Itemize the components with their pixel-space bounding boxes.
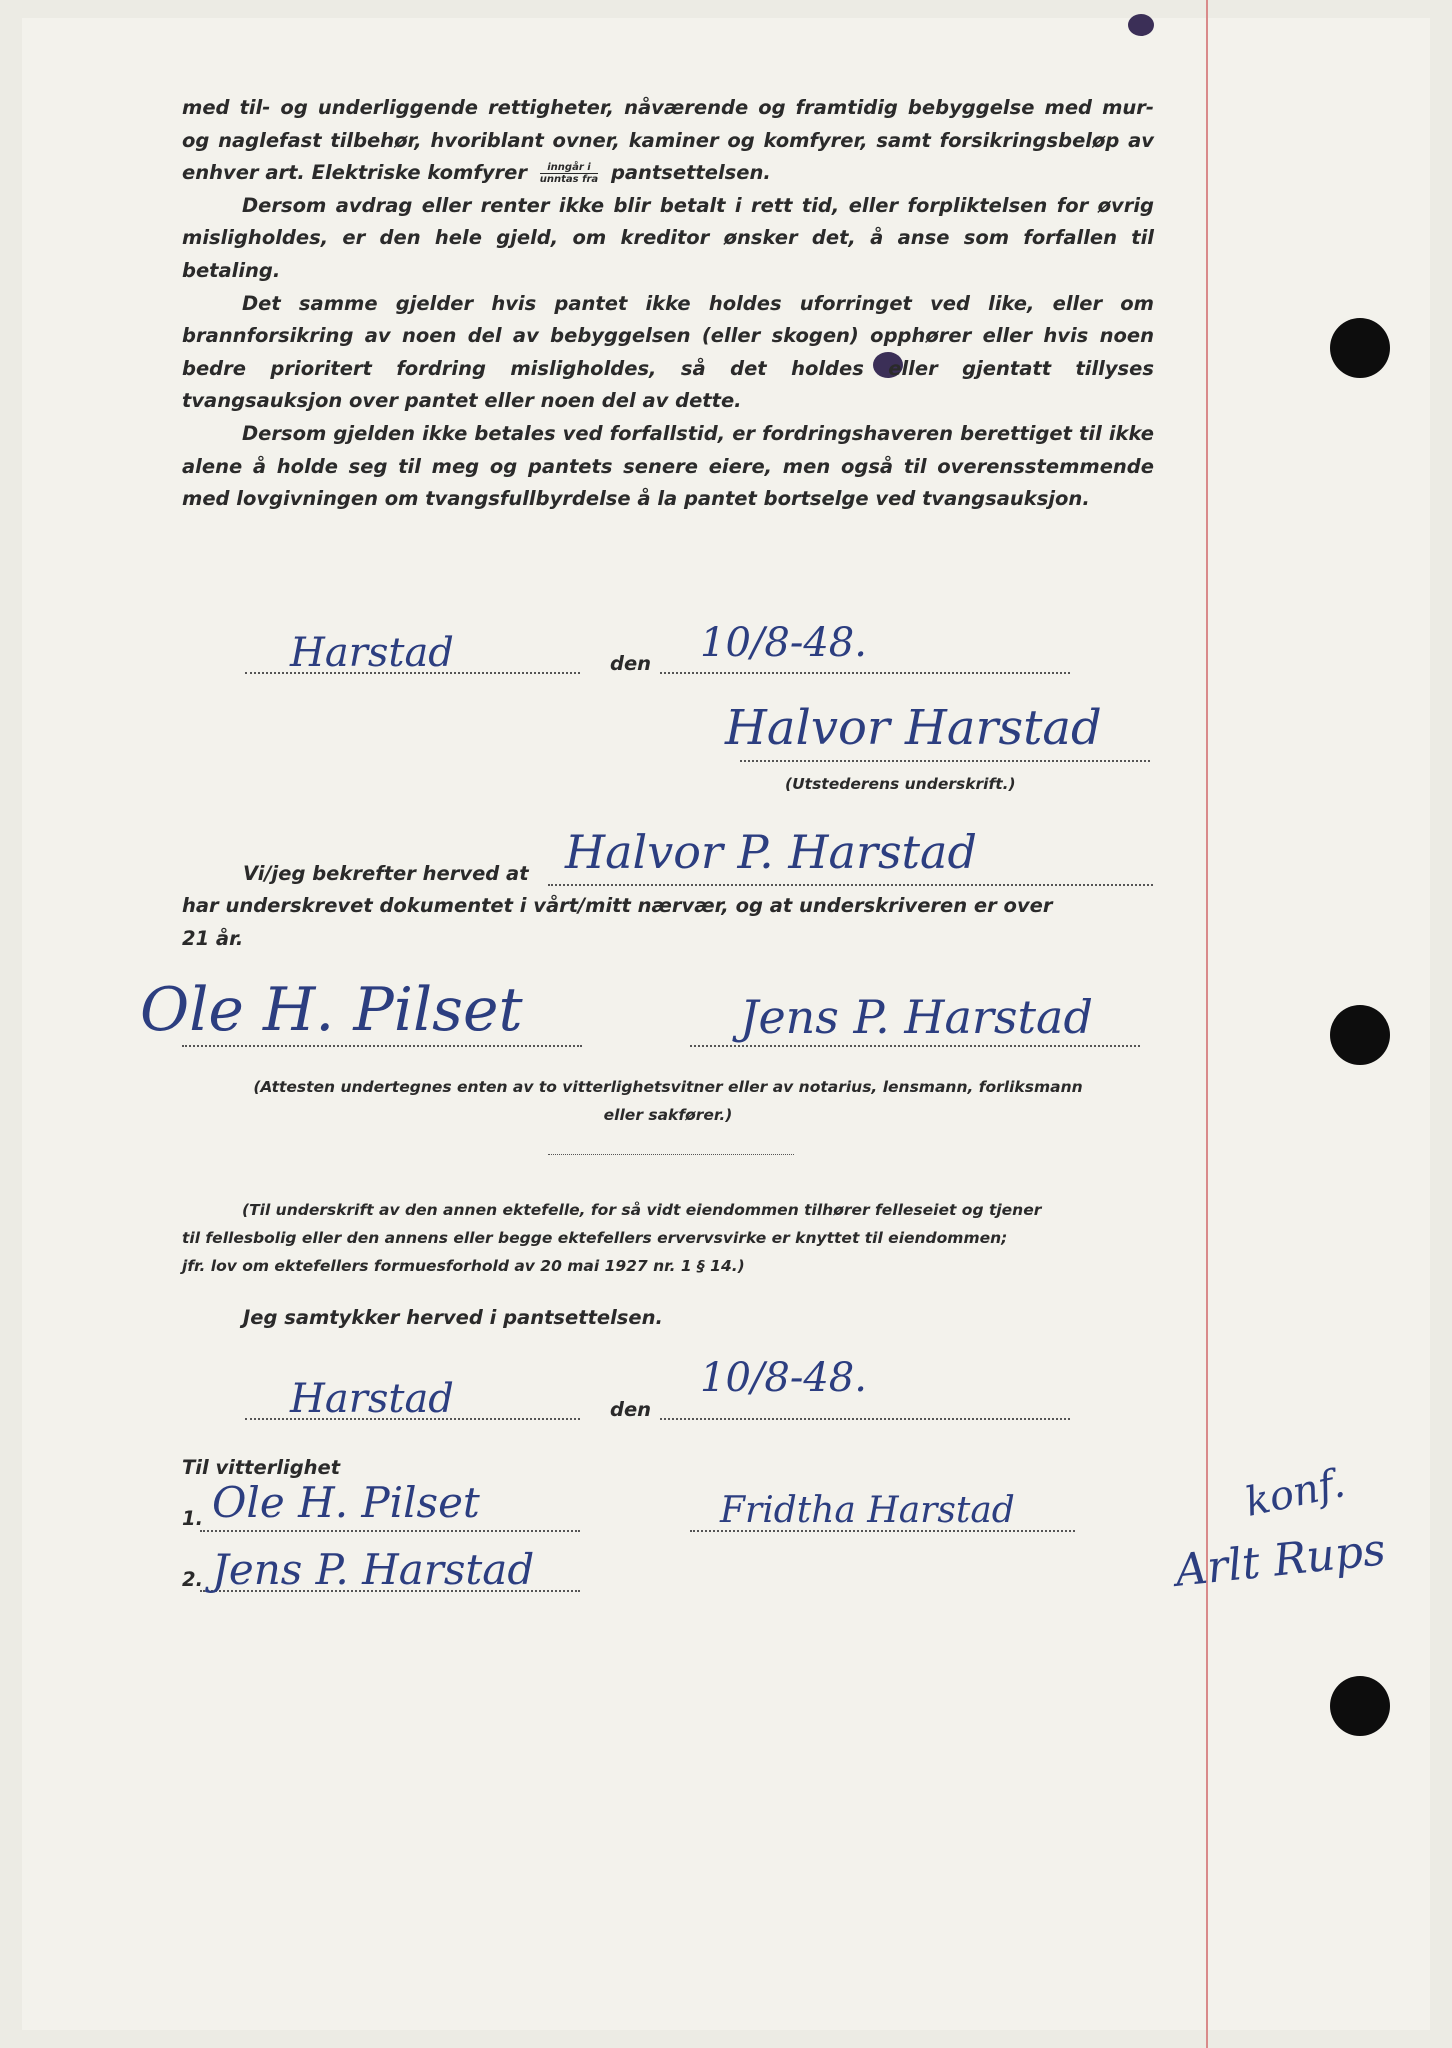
margin-line bbox=[1206, 0, 1208, 2048]
witness-line bbox=[690, 1045, 1140, 1047]
issue-date: 10/8-48. bbox=[700, 620, 867, 666]
issuer-signature: Halvor Harstad bbox=[725, 700, 1102, 756]
confirmation-age: 21 år. bbox=[182, 927, 244, 950]
paragraph-insurance: Det samme gjelder hvis pantet ikke holdes uforringet ved like, eller om brannforsikring av noen del av bebyggelsen (eller skogen) opphører eller hvis noen bedre prioritert fordring misligholdes, så det holdes eller gjentatt tillyses tvangsauksjon over pantet eller noen del av dette. bbox=[182, 291, 1154, 413]
paragraph-auction: Dersom gjelden ikke betales ved forfallstid, er fordringshaveren berettiget til ikke alene å holde seg til meg og pantets senere eiere, men også til overensstemmende med lovgivningen om tvangsfullbyrdelse å la pantet bortselge ved tvangsauksjon. bbox=[182, 421, 1154, 511]
den-label: den bbox=[610, 1398, 652, 1421]
witness-line bbox=[200, 1530, 580, 1532]
confirmation-prefix: Vi/jeg bekrefter herved at bbox=[243, 862, 529, 885]
margin-note-konf: konf. bbox=[1241, 1460, 1349, 1526]
witness-heading: Til vitterlighet bbox=[182, 1456, 341, 1479]
punch-hole bbox=[1330, 318, 1390, 378]
issue-place: Harstad bbox=[290, 630, 454, 676]
signature-line bbox=[740, 760, 1150, 762]
consent-witness-1: Ole H. Pilset bbox=[212, 1478, 480, 1527]
confirmed-name: Halvor P. Harstad bbox=[565, 825, 977, 879]
choice-fraction: $\frac{\text{inngår i}}{\text{unntas fra}}$ bbox=[539, 162, 599, 186]
consent-text: Jeg samtykker herved i pantsettelsen. bbox=[243, 1306, 663, 1329]
witness-signature-2: Jens P. Harstad bbox=[740, 990, 1093, 1044]
confirmation-name-line bbox=[548, 884, 1153, 886]
punch-hole bbox=[1330, 1005, 1390, 1065]
witness-number-1: 1. bbox=[182, 1507, 203, 1530]
punch-hole bbox=[1330, 1676, 1390, 1736]
attest-note: (Attesten undertegnes enten av to vitterlighetsvitner eller av notarius, lensmann, forliksmann eller sakfører.) bbox=[253, 1078, 1083, 1124]
witness-line bbox=[182, 1045, 582, 1047]
date-line bbox=[660, 1418, 1070, 1420]
section-divider bbox=[548, 1154, 794, 1155]
margin-note-signature: Arlt Rups bbox=[1172, 1524, 1388, 1597]
paragraph-default: Dersom avdrag eller renter ikke blir betalt i rett tid, eller forpliktelsen for øvrig misligholdes, er den hele gjeld, om kreditor ønsker det, å anse som forfallen til betaling. bbox=[182, 193, 1154, 282]
signature-caption: (Utstederens underskrift.) bbox=[785, 775, 1016, 793]
paragraph-rights: med til- og underliggende rettigheter, nåværende og framtidig bebyggelse med mur- og naglefast tilbehør, hvoriblant ovner, kaminer og komfyrer, samt forsikringsbeløp av enhver art. Elektriske komfyrer $\frac{\text{inngår i}}{\text{unntas fra}}$ pantsettelsen. bbox=[182, 96, 1154, 186]
consent-date: 10/8-48. bbox=[700, 1355, 867, 1401]
witness-signature-1: Ole H. Pilset bbox=[140, 975, 523, 1045]
consent-witness-2: Jens P. Harstad bbox=[212, 1545, 535, 1594]
date-line bbox=[660, 672, 1070, 674]
spouse-signature: Fridtha Harstad bbox=[720, 1490, 1015, 1531]
spouse-note: (Til underskrift av den annen ektefelle, for så vidt eiendommen tilhører felleseiet og tjener til fellesbolig eller den annens eller begge ektefellers ervervsvirke er knyttet til eiendommen; jfr. lov om ektefellers formuesforhold av 20 mai 1927 nr. 1 § 14.) bbox=[182, 1201, 1042, 1275]
consent-place: Harstad bbox=[290, 1376, 454, 1422]
witness-number-2: 2. bbox=[182, 1568, 203, 1591]
ink-stain bbox=[1128, 14, 1154, 36]
body-text bbox=[182, 92, 1154, 516]
confirmation-text: har underskrevet dokumentet i vårt/mitt nærvær, og at underskriveren er over bbox=[182, 894, 1053, 917]
den-label: den bbox=[610, 652, 652, 675]
